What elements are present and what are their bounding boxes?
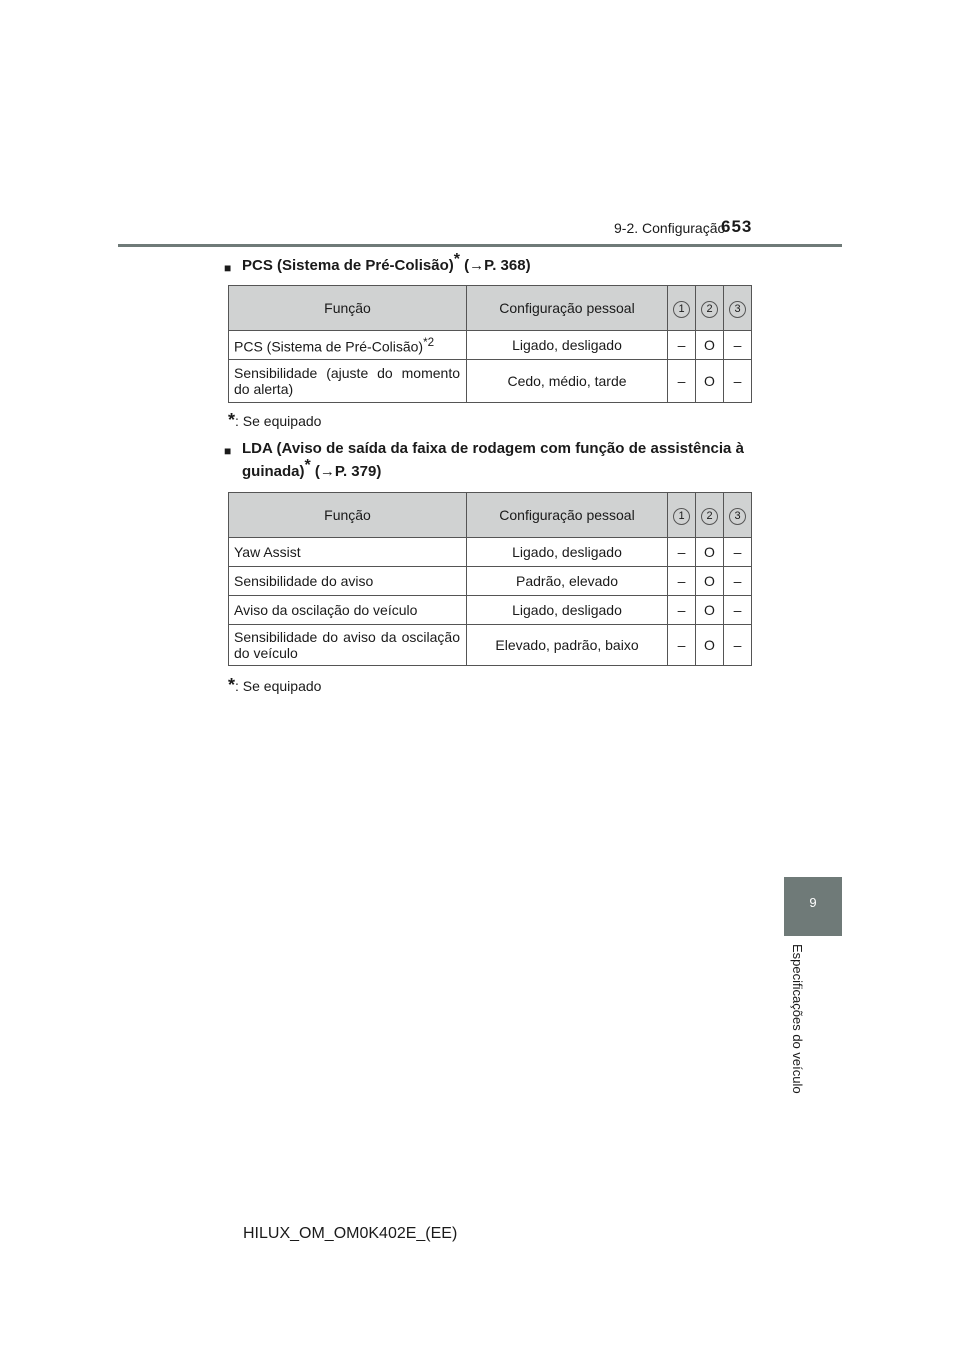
section-heading-lda: ■ LDA (Aviso de saída da faixa de rodagem com função de assistência à guinada)* (→P. 379) [224, 440, 744, 480]
table-row [229, 538, 752, 567]
table-row [229, 596, 752, 625]
value-cell: O [696, 331, 724, 360]
circled-3-icon: 3 [729, 301, 746, 318]
value-cell: – [724, 538, 752, 567]
value-cell: – [724, 360, 752, 403]
table-header-row [229, 493, 752, 538]
function-cell: Sensibilidade do aviso [229, 567, 467, 596]
value-cell: – [668, 331, 696, 360]
table-row [229, 360, 752, 403]
chapter-number: 9 [809, 895, 817, 910]
circled-3-icon: 3 [729, 508, 746, 525]
header-config: Configuração pessoal [467, 493, 668, 538]
page-number: 653 [721, 217, 753, 236]
lda-settings-table [228, 492, 752, 666]
header-col-2 [696, 286, 724, 331]
document-code: HILUX_OM_OM0K402E_(EE) [243, 1225, 458, 1242]
header-function: Função [229, 493, 467, 538]
config-cell: Ligado, desligado [467, 331, 668, 360]
header-col-2 [696, 493, 724, 538]
value-cell: O [696, 567, 724, 596]
value-cell: – [668, 567, 696, 596]
asterisk-mark: * [453, 251, 460, 268]
table-header-row [229, 286, 752, 331]
config-cell: Cedo, médio, tarde [467, 360, 668, 403]
circled-2-icon: 2 [701, 301, 718, 318]
value-cell: – [724, 331, 752, 360]
asterisk-mark: * [304, 457, 311, 474]
circled-1-icon: 1 [673, 508, 690, 525]
function-cell: Sensibilidade do aviso da oscilação do veículo [229, 625, 467, 666]
header-divider [118, 244, 842, 247]
value-cell: – [724, 596, 752, 625]
value-cell: – [668, 538, 696, 567]
config-cell: Ligado, desligado [467, 538, 668, 567]
value-cell: – [668, 596, 696, 625]
square-bullet-icon: ■ [224, 261, 232, 275]
header-col-1 [668, 286, 696, 331]
function-cell: Sensibilidade (ajuste do momento do alerta) [229, 360, 467, 403]
value-cell: – [668, 360, 696, 403]
function-cell: Yaw Assist [229, 538, 467, 567]
value-cell: O [696, 538, 724, 567]
header-col-3 [724, 286, 752, 331]
pcs-settings-table [228, 285, 752, 403]
footnote: *: Se equipado [228, 675, 322, 695]
value-cell: O [696, 596, 724, 625]
square-bullet-icon: ■ [224, 444, 232, 458]
footnote: *: Se equipado [228, 410, 322, 430]
config-cell: Ligado, desligado [467, 596, 668, 625]
value-cell: O [696, 360, 724, 403]
section-title: 9-2. Configuração [614, 220, 726, 236]
header-function: Função [229, 286, 467, 331]
table-row [229, 331, 752, 360]
table-row [229, 567, 752, 596]
header-col-1 [668, 493, 696, 538]
table-row [229, 625, 752, 666]
header-config: Configuração pessoal [467, 286, 668, 331]
circled-2-icon: 2 [701, 508, 718, 525]
config-cell: Padrão, elevado [467, 567, 668, 596]
value-cell: O [696, 625, 724, 666]
chapter-label: Especificações do veículo [790, 944, 805, 1094]
value-cell: – [668, 625, 696, 666]
function-cell: PCS (Sistema de Pré-Colisão)$^{*2}$ [229, 331, 467, 360]
header-col-3 [724, 493, 752, 538]
section-heading-pcs: ■ PCS (Sistema de Pré-Colisão)* (→P. 368) [226, 254, 766, 277]
function-cell: Aviso da oscilação do veículo [229, 596, 467, 625]
value-cell: – [724, 567, 752, 596]
config-cell: Elevado, padrão, baixo [467, 625, 668, 666]
value-cell: – [724, 625, 752, 666]
circled-1-icon: 1 [673, 301, 690, 318]
chapter-tab [784, 877, 842, 936]
